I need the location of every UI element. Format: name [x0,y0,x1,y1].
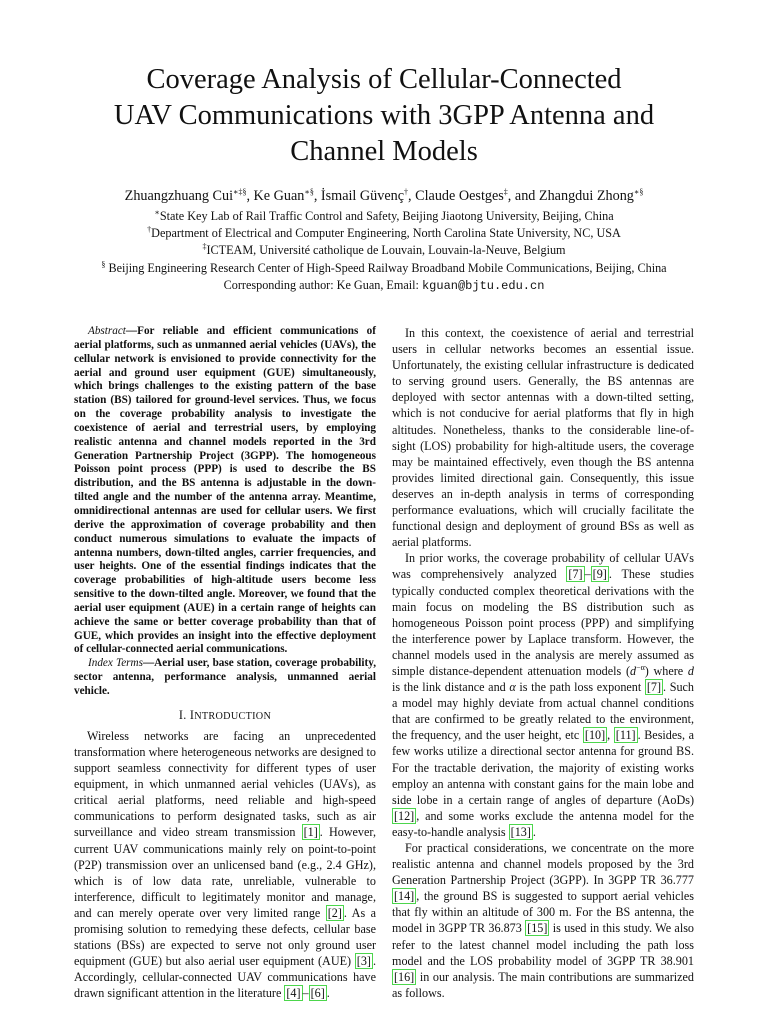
affiliation-4 [0,260,768,277]
text-run: In prior works, the coverage probability of cellular UAVs was comprehensively analyzed [392,551,694,582]
text-run: is used in this study. We also refer to the latest channel model including the path loss model and the LOS probability model of 3GPP TR 38.901 [392,921,694,968]
index-terms-label: Index Terms [88,657,143,670]
text-run: , [607,728,614,743]
math-symbol: d [630,663,637,678]
affiliation-1 [0,208,768,225]
author-name: , İsmail Güvenç [313,188,405,204]
email-address[interactable]: kguan@bjtu.edu.cn [421,278,545,293]
affiliations [0,208,768,295]
text-run: . Accordingly, cellular-connected UAV communications have drawn significant attention in the literature [74,954,376,1001]
section-heading [74,707,376,725]
author-name: Zhuangzhuang Cui [124,188,234,204]
citation-link[interactable]: [16] [394,969,415,984]
affiliation-2 [0,225,768,242]
title-line-2: UAV Communications with 3GPP Antenna and [113,100,655,131]
author-affiliation-mark: ‡ [503,187,508,197]
text-run: . These studies typically conducted complex theoretical derivations with the main focus on modeling the BS distribution such as homogeneous Poisson point process (PPP) and simplifying the interference power by Laplace transform. However, the channel models used in the analysis are merely assumed as simple distance-dependent attenuation models ( [392,567,694,678]
citation-link[interactable]: [3] [356,954,371,969]
citation-link[interactable]: [7] [646,680,662,695]
citation-link[interactable]: [6] [310,986,325,1001]
math-symbol: α [509,680,516,695]
text-run: – [584,567,591,582]
author-name: , Ke Guan [246,188,305,204]
author-affiliation-mark: † [404,187,409,197]
text-run: . [326,986,330,1001]
citation-link[interactable]: [11] [615,728,636,743]
affiliation-text: Beijing Engineering Research Center of High-Speed Railway Broadband Mobile Communications, Beijing, China [105,260,667,275]
text-run: For practical considerations, we concentrate on the more realistic antenna and channel models proposed by the 3rd Generation Partnership Project (3GPP). In 3GPP TR 36.777 [392,841,694,888]
intro-paragraph-1 [74,728,376,1002]
corresponding-author [0,277,768,295]
abstract [74,325,376,657]
citation-link[interactable]: [1] [303,825,318,840]
text-run: , and some works exclude the antenna model for the easy-to-handle analysis [392,808,694,839]
citation-link[interactable]: [7] [568,567,583,582]
index-terms-text: —Aerial user, base station, coverage probability, sector antenna, performance analysis, unmanned aerial vehicle. [74,657,377,697]
citation-link[interactable]: [2] [327,905,342,920]
citation-link[interactable]: [9] [592,567,607,582]
text-run: . Besides, a few works utilize a directional sector antenna for ground BS. For the tractable derivation, the majority of existing works employ an antenna with constant gains for the main lobe and side lobe in a certain range of angles of departure (AoDs) [392,728,694,807]
author-affiliation-mark: ∗§ [633,187,644,197]
citation-link[interactable]: [14] [394,889,415,904]
affiliation-mark: ∗ [154,207,160,217]
title-line-3: Channel Models [290,136,478,167]
right-column [392,325,694,1001]
text-run: . As a promising solution to remedying these defects, cellular base stations (BSs) are expected to serve not only ground user equipment (GUE) but also aerial user equipment (AUE) [74,905,376,969]
text-run: is the path loss exponent [515,680,645,695]
text-run: , the ground BS is suggested to support aerial vehicles that fly within an altitude of 300 m. For the BS antenna, the model in 3GPP TR 36.873 [392,889,694,936]
text-run: in our analysis. The main contributions are summarized as follows. [392,969,694,1000]
intro-paragraph-2: In this context, the coexistence of aerial and terrestrial users in cellular networks becomes an essential issue. Unfortunately, the existing cellular infrastructure is dedicated to serving ground users. Generally, the BS antennas are deployed with sector antennas with a down-tilted setting, which is not conducive for aerial platforms that fly in high altitudes. Nonetheless, thanks to the considerable line-of-sight (LOS) probability for high-altitude users, the coverage may be maintained effectively, even though the BS antenna provides limited directional gain. Consequently, this issue deserves an in-depth analysis in terms of corresponding performance evaluations, which will crucially facilitate the functional design and deployment of ground BSs as well as aerial platforms. [392,326,694,550]
section-title: NTRODUCTION [194,710,272,722]
author-affiliation-mark: ∗§ [304,187,314,197]
citation-link[interactable]: [10] [584,728,606,743]
affiliation-text: Department of Electrical and Computer Engineering, North Carolina State University, NC, USA [151,226,621,241]
left-column [74,325,376,1001]
citation-link[interactable]: [12] [394,808,415,823]
text-run: . However, current UAV communications mainly rely on point-to-point (P2P) transmission over an unlicensed band (e.g., 2.4 GHz), which is of low data rate, unreliable, vulnerable to interference, difficult to legitimately monitor and manage, and can merely operate over very limited range [74,825,376,920]
intro-paragraph-3 [392,550,694,840]
author-name: , and Zhangdui Zhong [507,188,634,204]
author-list [0,187,768,206]
affiliation-mark: ‡ [202,242,207,252]
text-run: . Such a model may highly deviate from actual channel conditions that are confirmed to be greatly related to the environment, the frequency, and the user height, etc [392,680,694,743]
math-symbol: d [687,663,694,678]
abstract-text: —For reliable and efficient communications of aerial platforms, such as unmanned aerial vehicles (UAVs), the cellular network is envisioned to provide connectivity for the aerial and ground user equipment (GUE) simultaneously, which brings challenges to the existing pattern of the base station (BS) tailored for ground-level services. Thus, we focus on the coverage probability analysis to investigate the coexistence of aerial and terrestrial users, by employing realistic antenna and channel models reported in the 3rd Generation Partnership Project (3GPP). The homogeneous Poisson point process (PPP) is used to describe the BS distribution, and the BS antenna is adjustable in the down-tilted angle and the number of the antenna array. Meantime, omnidirectional antennas are used for cellular users. We first derive the approximation of coverage probability and then conduct numerous simulations to evaluate the impacts of antenna numbers, down-tilted angles, carrier frequencies, and user heights. One of the essential findings indicates that the coverage probabilities of high-altitude users become less sensitive to the down-tilted angle. Moreover, we found that the aerial user equipment (AUE) in a certain range of heights can achieve the same or better coverage probability than that of GUE, which provides an insight into the effective deployment of cellular-connected aerial communications. [74,325,376,656]
abstract-label: Abstract [88,325,126,337]
affiliation-3 [0,242,768,259]
affiliation-text: ICTEAM, Université catholique de Louvain, Louvain-la-Neuve, Belgium [206,243,566,258]
section-number: I. I [178,707,195,722]
text-run: is the link distance and [392,680,510,695]
corresponding-label: Corresponding author: Ke Guan, Email: [223,277,422,292]
affiliation-text: State Key Lab of Rail Traffic Control and Safety, Beijing Jiaotong University, Beijing, China [159,209,614,223]
text-run: Wireless networks are facing an unprecedented transformation where heterogeneous networks are designed to support seamless connectivity for different types of user equipment, in which unmanned aerial vehicles (UAVs), as critical aerial platforms, need reliable and high-speed communications to perform designated tasks, such as air surveillance and video stream transmission [74,728,376,840]
text-run: . [532,824,536,839]
citation-link[interactable]: [13] [510,824,531,839]
author-name: , Claude Oestges [408,188,504,204]
citation-link[interactable]: [4] [286,986,301,1001]
affiliation-mark: § [101,259,106,269]
affiliation-mark: † [147,225,152,235]
citation-link[interactable]: [15] [527,921,548,936]
title-line-1: Coverage Analysis of Cellular-Connected [146,64,622,95]
index-terms [74,657,376,699]
paper-title [40,62,728,170]
text-run: ) where [644,663,688,678]
math-exponent: −α [636,662,645,672]
text-run: – [302,986,309,1001]
intro-paragraph-4 [392,840,694,1001]
author-affiliation-mark: ∗‡§ [233,187,247,197]
